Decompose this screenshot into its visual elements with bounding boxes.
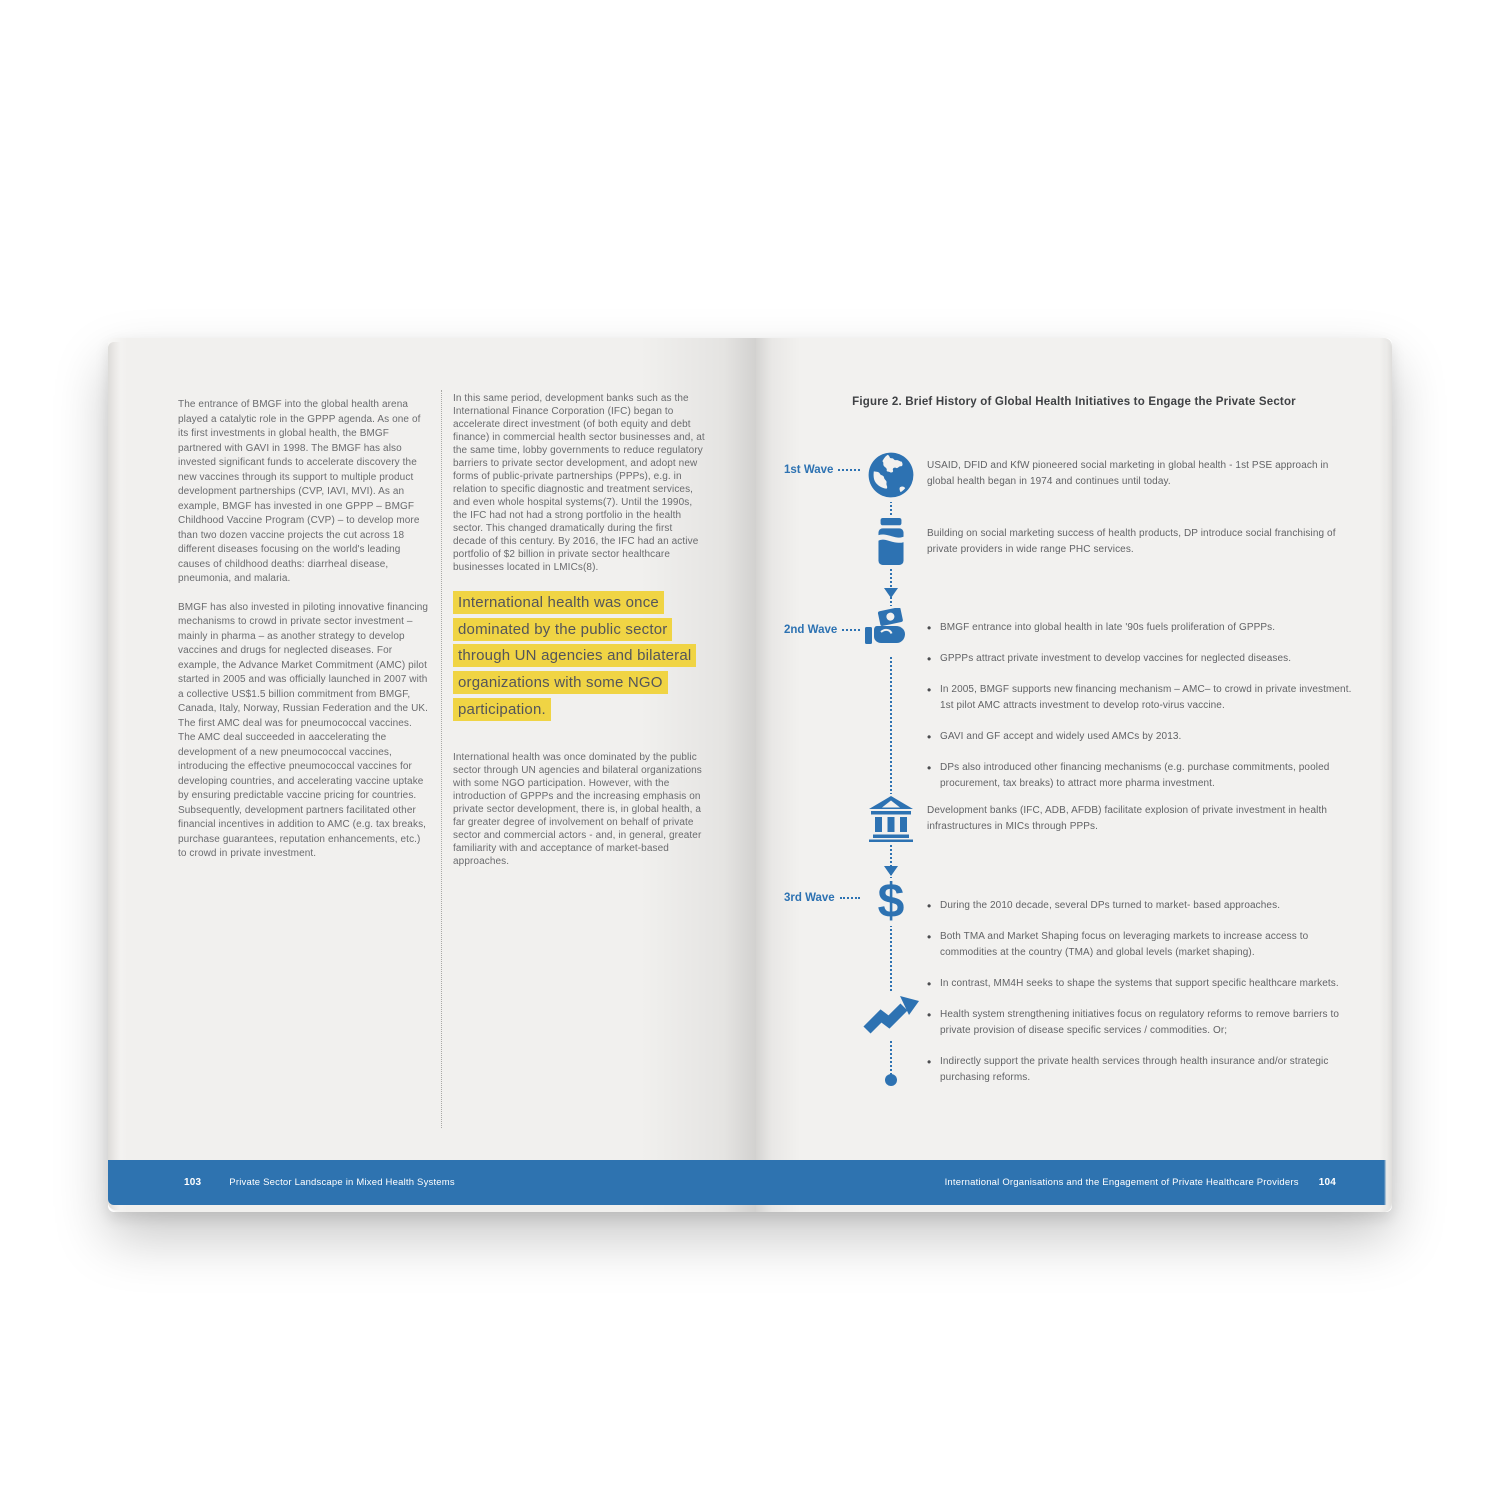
wave-label: 2nd Wave <box>784 624 838 636</box>
footer-band-right <box>756 1160 1392 1205</box>
bullet-item: • Both TMA and Market Shaping focus on leveraging markets to increase access to commodities at the country (TMA) and global levels (market shaping). <box>927 929 1356 961</box>
bullet-item: • Health system strengthening initiatives focus on regulatory reforms to remove barriers to private provision of disease specific services / commodities. Or; <box>927 1007 1356 1039</box>
paragraph: The entrance of BMGF into the global health arena played a catalytic role in the GPPP agenda. As one of its first investments in global health, the BMGF partnered with GAVI in 1998. The BMGF has also invested significant funds to accelerate discovery the new vaccines through its support to multiple product development partnerships (CVP, IAVI, MVI). As an example, BMGF has invested in one GPPP – BMGF Childhood Vaccine Program (CVP) – to develop more than two dozen vaccine projects the cut across 18 different diseases focusing on the world's leading causes of childhood deaths: diarrheal disease, pneumonia, and malaria. <box>178 399 421 584</box>
page-number: 103 <box>184 1177 202 1188</box>
figure-title: Figure 2. Brief History of Global Health Initiatives to Engage the Private Sector <box>852 396 1296 408</box>
bullet-item: • DPs also introduced other financing mechanisms (e.g. purchase commitments, pooled procurement, tax breaks) to attract more pharma investment. <box>927 760 1356 792</box>
page-number: 104 <box>1318 1177 1336 1188</box>
wave-label: 1st Wave <box>784 464 834 476</box>
bullet-item: • BMGF entrance into global health in late '90s fuels proliferation of GPPPs. <box>927 620 1356 636</box>
footer-title: International Organisations and the Engagement of Private Healthcare Providers <box>944 1177 1299 1188</box>
timeline-section-first-wave <box>770 448 1356 502</box>
bullet-list <box>927 620 1356 792</box>
column-divider <box>441 390 442 1128</box>
timeline-entry: USAID, DFID and KfW pioneered social marketing in global health - 1st PSE approach in global health began in 1974 and continues until today. <box>927 460 1329 487</box>
left-column-two <box>453 392 705 868</box>
bullet-item: • GAVI and GF accept and widely used AMCs by 2013. <box>927 729 1356 745</box>
highlight-text: International health was once dominated by the public sector through UN agencies and bilateral organizations with some NGO participation. <box>453 591 696 721</box>
left-column-one <box>178 398 430 862</box>
timeline-section-third-wave <box>770 875 1356 992</box>
highlighted-quote <box>453 590 705 723</box>
globe-icon <box>864 448 918 502</box>
timeline-section-health-systems <box>770 993 1356 1086</box>
paragraph: International health was once dominated by the public sector through UN agencies and bilateral organizations with some NGO participation. However, with the introduction of GPPPs and the increasing emphasis on private sector development, there is, in global health, a far greater degree of involvement on behalf of private sector and commercial actors - and, in general, greater familiarity with and acceptance of market-based approaches. <box>453 752 702 868</box>
dotted-leader <box>840 897 860 899</box>
timeline-entry: Building on social marketing success of health products, DP introduce social franchising of private providers in wide range PHC services. <box>927 528 1336 555</box>
page-right <box>756 338 1392 1212</box>
paragraph: BMGF has also invested in piloting innovative financing mechanisms to crowd in private sector investment – mainly in pharma – as another strategy to develop vaccines and drugs for neglected diseases. For example, the Advance Market Commitment (AMC) pilot started in 2005 and was officially launched in 2007 with a collective US$1.5 billion commitment from BMGF, Canada, Italy, Norway, Russian Federation and the UK. The first AMC deal was for pneumococcal vaccines. The AMC deal succeeded in aaccelerating the development of a new pneumococcal vaccines, introducing the effective pneumococcal vaccines for developing countries, and accelerating vaccine uptake by ensuring predictable vaccine pricing for countries. Subsequently, development partners facilitated other financial incentives in addition to AMC (e.g. tax breaks, purchase guarantees, reputation enhancements, etc.) to crowd in private investment. <box>178 601 429 859</box>
timeline-section-social-franchising <box>770 516 1356 568</box>
page-left <box>108 338 756 1212</box>
bullet-list <box>927 1007 1356 1086</box>
bullet-list <box>927 898 1356 992</box>
footer-band-left <box>108 1160 756 1205</box>
footer-title: Private Sector Landscape in Mixed Health Systems <box>229 1177 455 1188</box>
bank-icon <box>865 794 917 844</box>
timeline-entry: Development banks (IFC, ADB, AFDB) facilitate explosion of private investment in health infrastructures in MICs through PPPs. <box>927 805 1327 832</box>
dotted-leader <box>838 469 860 471</box>
bullet-item: • GPPPs attract private investment to develop vaccines for neglected diseases. <box>927 651 1356 667</box>
timeline-section-development-banks <box>770 794 1356 844</box>
growth-arrow-icon <box>861 993 921 1039</box>
paragraph: In this same period, development banks such as the International Finance Corporation (IFC) began to accelerate direct investment (of both equity and debt finance) in commercial health sector businesses and, at the same time, lobby governments to reduce regulatory barriers to private sector development, and adopt new forms of public-private partnerships (PPPs), e.g. in relation to specific diagnostic and treatment services, and even whole hospital systems(7). Until the 1990s, the IFC had not had a strong portfolio in the health sector. This changed dramatically during the first decade of this century. By 2016, the IFC had an active portfolio of $2 billion in private sector healthcare businesses located in LMICs(8). <box>453 393 705 573</box>
down-arrow-icon <box>884 588 898 598</box>
bullet-item: • In contrast, MM4H seeks to shape the systems that support specific healthcare markets. <box>927 976 1356 992</box>
bullet-item: • In 2005, BMGF supports new financing mechanism – AMC– to crowd in private investment. 1st pilot AMC attracts investment to develop roto-virus vaccine. <box>927 682 1356 714</box>
timeline-section-second-wave <box>770 606 1356 792</box>
hand-holding-money-icon <box>862 606 920 656</box>
book-spread <box>108 338 1392 1212</box>
bullet-item: • Indirectly support the private health services through health insurance and/or strategic purchasing reforms. <box>927 1054 1356 1086</box>
dollar-sign-icon: $ <box>870 878 913 926</box>
vaccine-vial-icon <box>872 516 910 568</box>
wave-label: 3rd Wave <box>784 892 835 904</box>
dotted-leader <box>842 629 860 631</box>
bullet-item: • During the 2010 decade, several DPs turned to market- based approaches. <box>927 898 1356 914</box>
